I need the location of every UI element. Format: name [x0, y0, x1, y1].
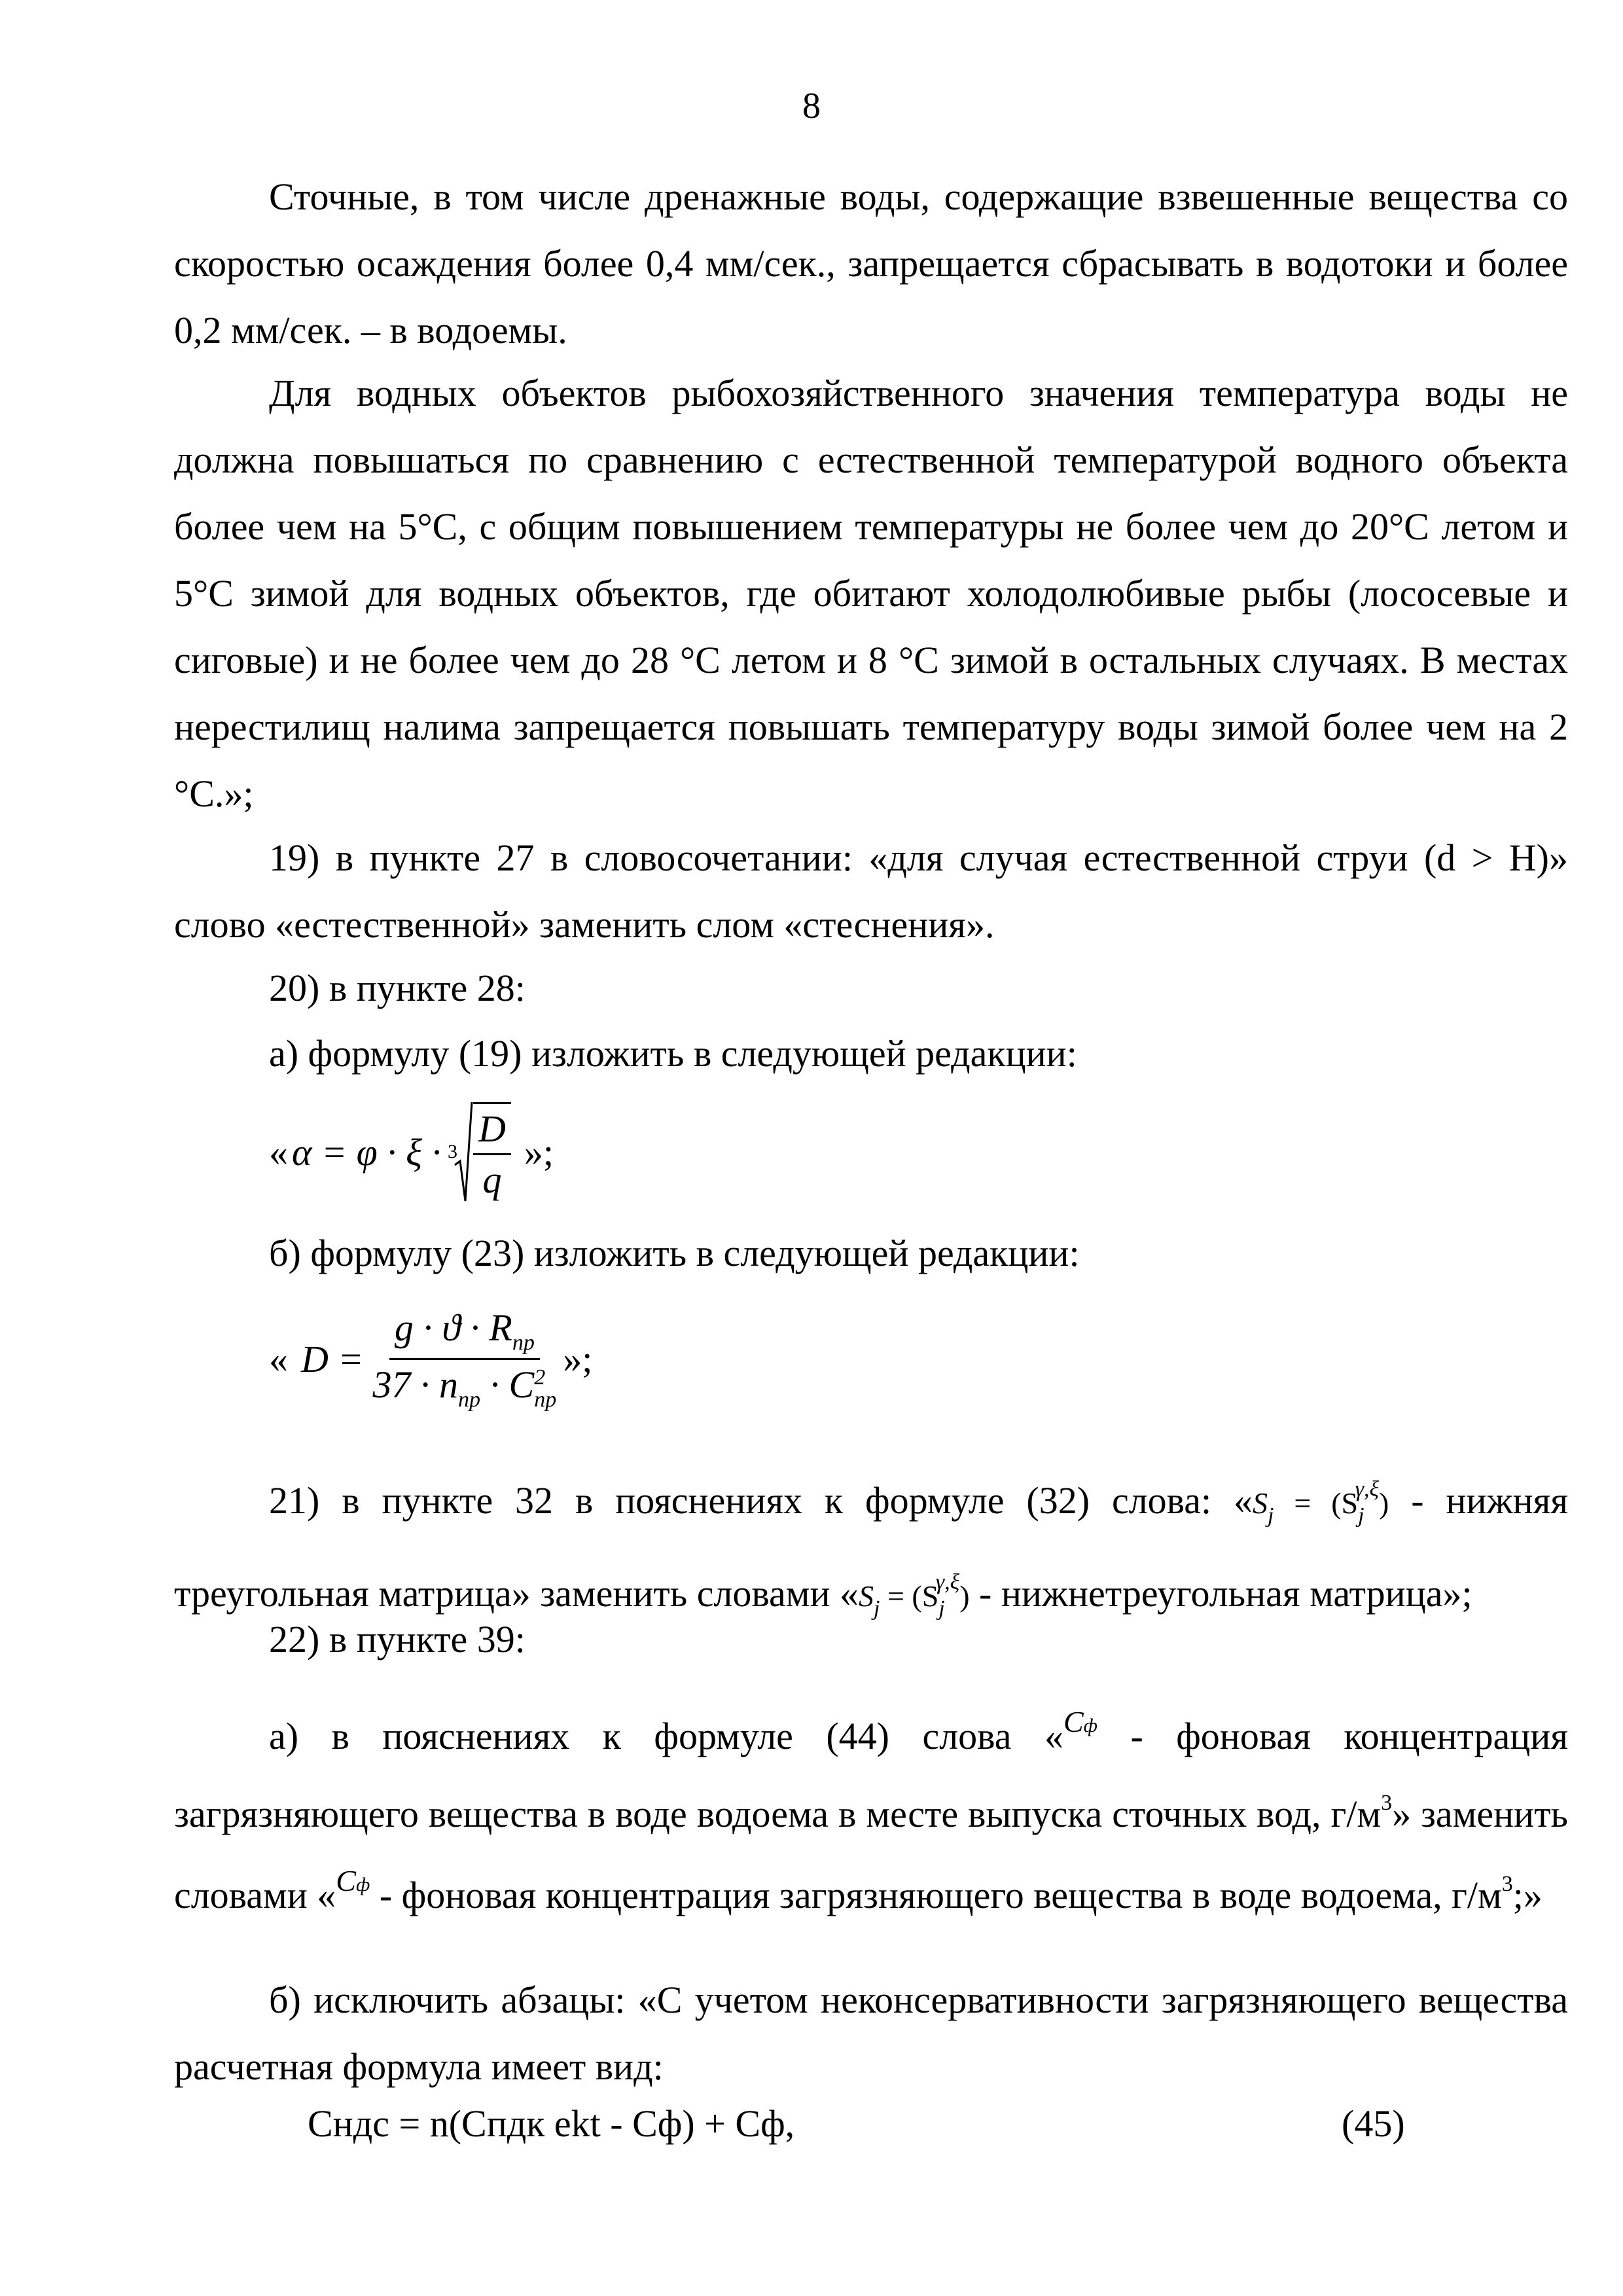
- item-22a: а) в пояснениях к формуле (44) слова «$^{Сф}$ - фоновая концентрация загрязняющего вещества в воде водоема в месте выпуска сточных вод, $г/м^3$» заменить словами «$^{Сф}$ - фоновая концентрация загрязняющего вещества в воде водоема, $г/м^3$;»: [174, 1705, 1569, 1916]
- item-20a: а) формулу (19) изложить в следующей редакции:: [269, 1032, 1077, 1075]
- item-20: 20) в пункте 28:: [269, 967, 526, 1009]
- formula-23-fraction: $g \cdot ϑ \cdot R_{пр}$ $37 \cdot n_{пр} \cdot C$ 2 пр: [372, 1306, 557, 1412]
- formula-19-lhs: α = φ · ξ ·: [292, 1130, 442, 1174]
- formula-45: Сндс = n(Спдк ekt - Сф) + Сф,: [308, 2102, 795, 2145]
- item-20b: б) формулу (23) изложить в следующей редакции:: [269, 1232, 1080, 1274]
- formula-23: « D = $g \cdot ϑ \cdot R_{пр}$ $37 \cdot n_{пр} \cdot C$ 2 пр »;: [269, 1306, 593, 1412]
- item-22: 22) в пункте 39:: [269, 1618, 526, 1660]
- item-19: 19) в пункте 27 в словосочетании: «для случая естественной струи (d > H)» слово «естественной» заменить слом «стеснения».: [174, 836, 1568, 946]
- formula-45-number: (45): [1342, 2102, 1405, 2145]
- radical-sign-icon: [454, 1100, 473, 1204]
- item-22b: б) исключить абзацы: «С учетом неконсервативности загрязняющего вещества расчетная формула имеет вид:: [174, 1979, 1568, 2088]
- paragraph-2: Для водных объектов рыбохозяйственного значения температура воды не должна повышаться по сравнению с естественной температурой водного объекта более чем на 5°С, с общим повышением температуры не более чем до 20°С летом и 5°С зимой для водных объектов, где обитают холодолюбивые рыбы (лососевые и сиговые) и не более чем до 28 °С летом и 8 °С зимой в остальных случаях. В местах нерестилищ налима запрещается повышать температуру воды зимой более чем на 2 °С.»;: [174, 372, 1568, 815]
- paragraph-1: Сточные, в том числе дренажные воды, содержащие взвешенные вещества со скоростью осаждения более 0,4 мм/сек., запрещается сбрасывать в водотоки и более 0,2 мм/сек. – в водоемы.: [174, 175, 1568, 351]
- cube-root: 3 $\frac{D}{q}$: [448, 1100, 511, 1204]
- page-number: 8: [802, 86, 821, 126]
- item-21: 21) в пункте 32 в пояснениях к формуле (32) слова: «$S_j = (S_j^{\gamma,\xi})$ - нижняя треугольная матрица» заменить словами «$S_j = (S_j^{\gamma,\xi})$ - нижнетреугольная матрица»;: [174, 1477, 1569, 1621]
- formula-19: « α = φ · ξ · 3 $\frac{D}{q}$ »;: [269, 1100, 554, 1204]
